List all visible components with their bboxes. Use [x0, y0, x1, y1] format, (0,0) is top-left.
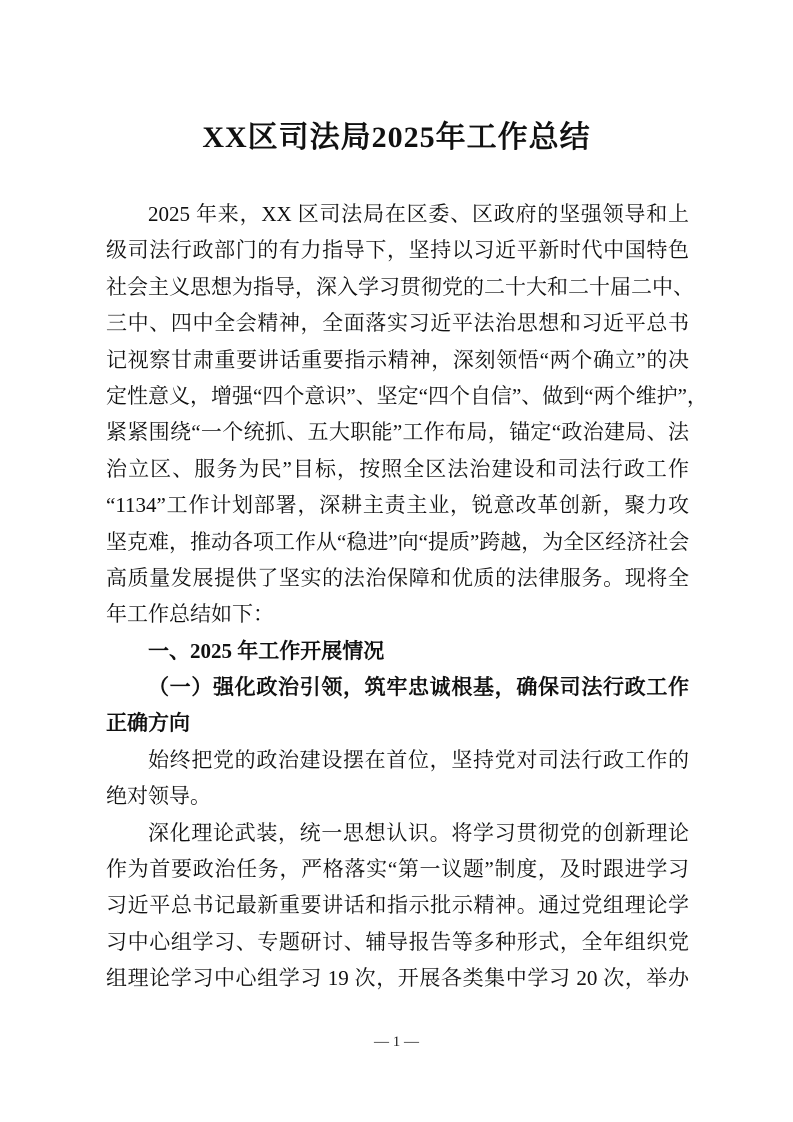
paragraph — [106, 815, 689, 997]
page-number: — 1 — — [374, 1034, 419, 1050]
document-body — [106, 196, 708, 997]
text-line: （一）强化政治引领，筑牢忠诚根基，确保司法行政工作 — [148, 675, 689, 700]
text-line: 定性意义，增强“四个意识”、坚定“四个自信”、做到“两个维护”， — [106, 383, 708, 408]
text-line: 三中、四中全会精神，全面落实习近平法治思想和习近平总书 — [106, 311, 689, 336]
text-line: 一、2025 年工作开展情况 — [148, 638, 385, 663]
document-title: XX区司法局2025年工作总结 — [202, 121, 591, 154]
paragraph — [106, 742, 689, 815]
text-line: 社会主义思想为指导，深入学习贯彻党的二十大和二十届二中、 — [106, 274, 694, 299]
text-line: 年工作总结如下： — [106, 602, 274, 627]
subsection-heading — [106, 669, 689, 742]
text-line: 高质量发展提供了坚实的法治保障和优质的法律服务。现将全 — [106, 565, 689, 590]
text-line: 记视察甘肃重要讲话重要指示精神，深刻领悟“两个确立”的决 — [106, 347, 689, 372]
text-line: 作为首要政治任务，严格落实“第一议题”制度，及时跟进学习 — [106, 857, 689, 882]
text-line: 治立区、服务为民”目标，按照全区法治建设和司法行政工作 — [106, 456, 689, 481]
text-line: 紧紧围绕“一个统抓、五大职能”工作布局，锚定“政治建局、法 — [106, 420, 689, 445]
text-line: 级司法行政部门的有力指导下，坚持以习近平新时代中国特色 — [106, 238, 689, 263]
text-line: 绝对领导。 — [106, 784, 211, 809]
text-line: 组理论学习中心组学习 19 次，开展各类集中学习 20 次，举办 — [106, 966, 689, 991]
section-heading — [106, 633, 689, 669]
text-line: 习近平总书记最新重要讲话和指示批示精神。通过党组理论学 — [106, 893, 689, 918]
text-line: 习中心组学习、专题研讨、辅导报告等多种形式，全年组织党 — [106, 929, 689, 954]
text-line: “1134”工作计划部署，深耕主责主业，锐意改革创新，聚力攻 — [106, 493, 689, 518]
text-line: 始终把党的政治建设摆在首位，坚持党对司法行政工作的 — [148, 747, 689, 772]
text-line: 坚克难，推动各项工作从“稳进”向“提质”跨越，为全区经济社会 — [106, 529, 690, 554]
text-line: 深化理论武装，统一思想认识。将学习贯彻党的创新理论 — [148, 820, 689, 845]
paragraph — [106, 196, 708, 633]
text-line: 正确方向 — [106, 711, 190, 736]
text-line: 2025 年来，XX 区司法局在区委、区政府的坚强领导和上 — [148, 202, 689, 226]
